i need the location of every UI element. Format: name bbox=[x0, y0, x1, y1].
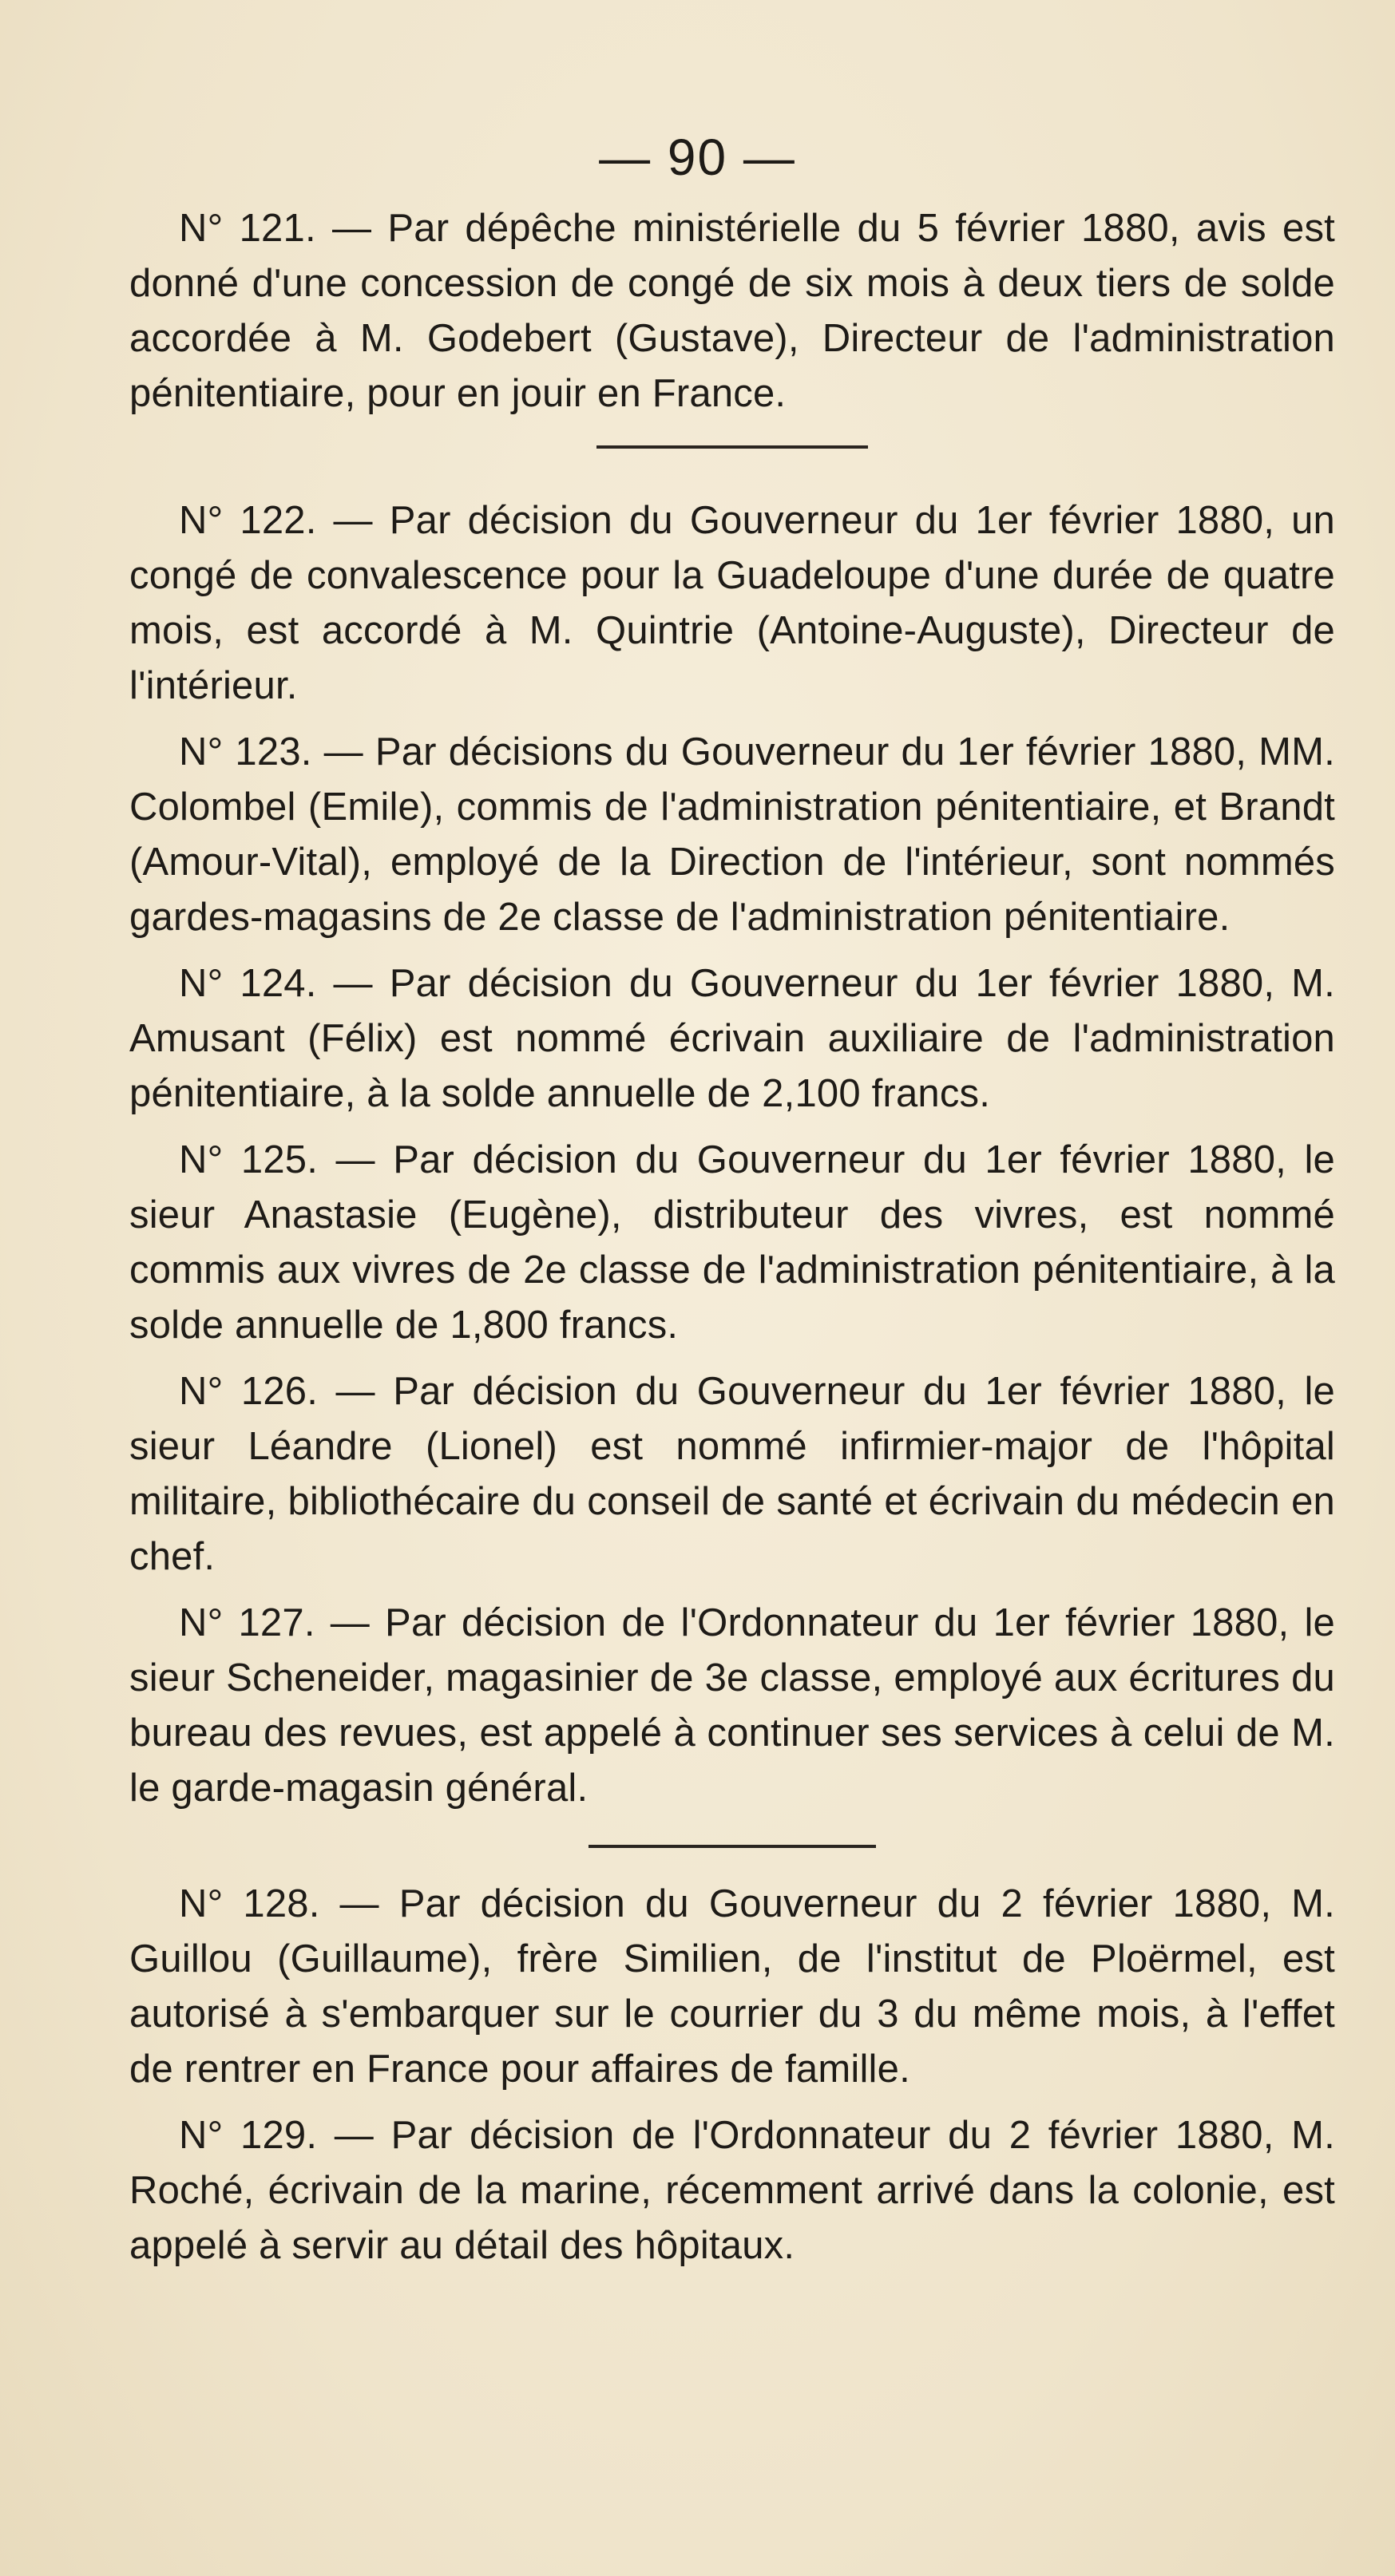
entry-122: N° 122. — Par décision du Gouverneur du 1er février 1880, un congé de convalescence pour la Guadeloupe d'une durée de quatre mois, est accordé à M. Quintrie (Antoine-Auguste), Directeur de l'intérieur. bbox=[129, 499, 1335, 707]
entry-127: N° 127. — Par décision de l'Ordonnateur du 1er février 1880, le sieur Scheneider, magasinier de 3e classe, employé aux écritures du bureau des revues, est appelé à continuer ses services à celui de M. le garde-magasin général. bbox=[129, 1601, 1335, 1810]
document-body bbox=[129, 201, 1335, 2273]
entry-124: N° 124. — Par décision du Gouverneur du 1er février 1880, M. Amusant (Félix) est nommé écrivain auxiliaire de l'administration pénitentiaire, à la solde annuelle de 2,100 francs. bbox=[129, 962, 1335, 1115]
entry-128: N° 128. — Par décision du Gouverneur du 2 février 1880, M. Guillou (Guillaume), frère Similien, de l'institut de Ploërmel, est autorisé à s'embarquer sur le courrier du 3 du même mois, à l'effet de rentrer en France pour affaires de famille. bbox=[129, 1882, 1335, 2091]
separator-rule bbox=[589, 1845, 876, 1848]
entry-125: N° 125. — Par décision du Gouverneur du 1er février 1880, le sieur Anastasie (Eugène), distributeur des vivres, est nommé commis aux vivres de 2e classe de l'administration pénitentiaire, à la solde annuelle de 1,800 francs. bbox=[129, 1138, 1335, 1347]
entry-126: N° 126. — Par décision du Gouverneur du 1er février 1880, le sieur Léandre (Lionel) est nommé infirmier-major de l'hôpital militaire, bibliothécaire du conseil de santé et écrivain du médecin en chef. bbox=[129, 1370, 1335, 1578]
entry-121: N° 121. — Par dépêche ministérielle du 5 février 1880, avis est donné d'une concession de congé de six mois à deux tiers de solde accordée à M. Godebert (Gustave), Directeur de l'administration pénitentiaire, pour en jouir en France. bbox=[129, 207, 1335, 415]
page-number: — 90 — bbox=[599, 129, 796, 186]
entry-129: N° 129. — Par décision de l'Ordonnateur du 2 février 1880, M. Roché, écrivain de la marine, récemment arrivé dans la colonie, est appelé à servir au détail des hôpitaux. bbox=[129, 2114, 1335, 2267]
entry-123: N° 123. — Par décisions du Gouverneur du 1er février 1880, MM. Colombel (Emile), commis de l'administration pénitentiaire, et Brandt (Amour-Vital), employé de la Direction de l'intérieur, sont nommés gardes-magasins de 2e classe de l'administration pénitentiaire. bbox=[129, 730, 1335, 939]
separator-rule bbox=[596, 445, 868, 449]
